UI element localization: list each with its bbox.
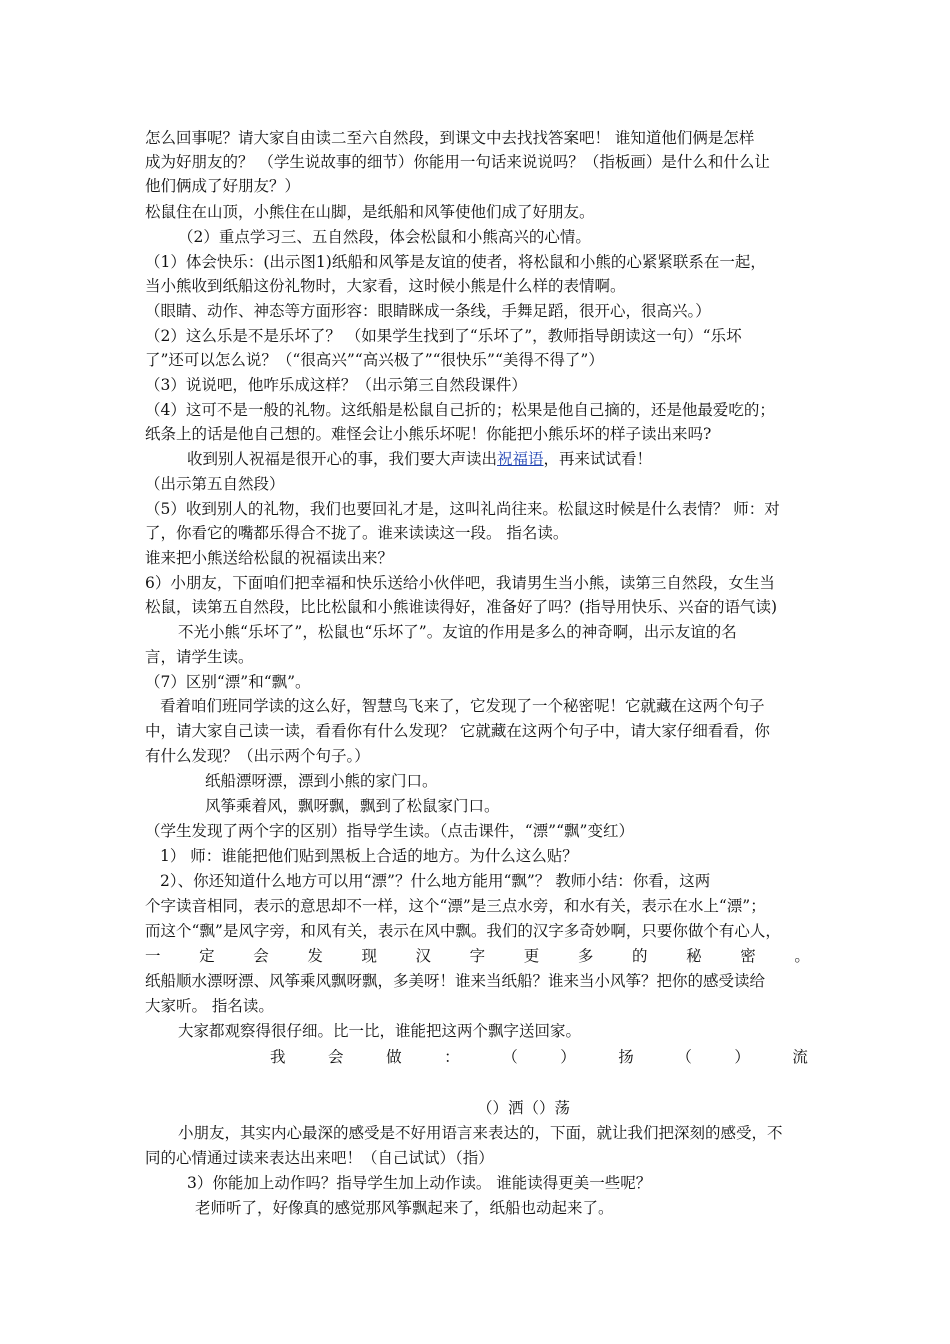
text-line: （出示第五自然段）: [145, 475, 285, 493]
text-line: 谁来把小熊送给松鼠的祝福读出来？: [145, 549, 394, 567]
text-line: 个字读音相同，表示的意思却不一样，这个“漂”是三点水旁，和水有关，表示在水上“漂”；: [145, 897, 766, 915]
text-line: 1） 师：谁能把他们贴到黑板上合适的地方。为什么这么贴？: [160, 847, 578, 865]
text-line: 松鼠住在山顶，小熊住在山脚，是纸船和风筝使他们成了好朋友。: [145, 203, 595, 221]
text-segment: ，再来试试看！: [543, 450, 653, 468]
text-line: 怎么回事呢？请大家自由读二至六自然段，到课文中去找找答案吧！ 谁知道他们俩是怎样: [145, 129, 755, 147]
spread-char: 秘: [686, 947, 702, 965]
text-line: 看着咱们班同学读的这么好，智慧鸟飞来了，它发现了一个秘密呢！它就藏在这两个句子: [160, 697, 765, 715]
spread-char: ：: [444, 1048, 460, 1066]
text-line: [187, 447, 852, 471]
text-line: 中，请大家自己读一读，看看你有什么发现？ 它就藏在这两个句子中，请大家仔细看看，你: [145, 722, 770, 740]
text-line: （学生发现了两个字的区别）指导学生读。（点击课件，“漂”“飘”变红）: [145, 822, 634, 840]
text-line: 他们俩成了好朋友？）: [145, 177, 301, 195]
spread-char: 发: [307, 947, 323, 965]
text-line: （4）这可不是一般的礼物。这纸船是松鼠自己折的；松果是他自己摘的，还是他最爱吃的；: [145, 401, 775, 419]
exercise-line: [270, 1045, 808, 1069]
spread-char: 更: [523, 947, 540, 965]
text-line: （1）体会快乐：(出示图1)纸船和风筝是友谊的使者，将松鼠和小熊的心紧紧联系在一起，: [145, 253, 766, 271]
spread-char: ）: [734, 1048, 750, 1066]
spread-char: 流: [792, 1048, 808, 1066]
text-line: 纸条上的话是他自己想的。难怪会让小熊乐坏呢！你能把小熊乐坏的样子读出来吗?: [145, 425, 712, 443]
text-line: （3）说说吧，他咋乐成这样？（出示第三自然段课件）: [145, 376, 527, 394]
text-line: 大家都观察得很仔细。比一比，谁能把这两个飘字送回家。: [178, 1022, 582, 1040]
text-line: 大家听。 指名读。: [145, 997, 274, 1015]
spread-char: 的: [631, 947, 648, 965]
text-line: 了，你看它的嘴都乐得合不拢了。谁来读读这一段。 指名读。: [145, 524, 569, 542]
text-line: 6）小朋友，下面咱们把幸福和快乐送给小伙伴吧，我请男生当小熊，读第三自然段，女生当: [145, 574, 775, 592]
spread-char: 。: [794, 947, 810, 965]
text-segment: 收到别人祝福是很开心的事，我们要大声读出: [187, 450, 498, 468]
text-line: 而这个“飘”是风字旁，和风有关，表示在风中飘。我们的汉字多奇妙啊，只要你做个有心人，: [145, 922, 781, 940]
spread-char: （: [502, 1048, 518, 1066]
text-line: 不光小熊“乐坏了”，松鼠也“乐坏了”。友谊的作用是多么的神奇啊，出示友谊的名: [178, 623, 737, 641]
blessing-link[interactable]: 祝福语: [497, 450, 544, 468]
text-line: 2）、你还知道什么地方可以用“漂”？什么地方能用“飘”？ 教师小结：你看，这两: [160, 872, 711, 890]
text-line: 风筝乘着风，飘呀飘，飘到了松鼠家门口。: [205, 797, 500, 815]
text-line: （7）区别“漂”和“飘”。: [145, 673, 311, 691]
text-line: （5）收到别人的礼物，我们也要回礼才是，这叫礼尚往来。松鼠这时候是什么表情？ 师：对: [145, 500, 780, 518]
spread-char: 做: [386, 1048, 402, 1066]
spread-char: 一: [145, 947, 161, 965]
text-line: 纸船漂呀漂，漂到小熊的家门口。: [205, 772, 438, 790]
text-line: （2）这么乐是不是乐坏了？ （如果学生找到了“乐坏了”，教师指导朗读这一句）“乐坏: [145, 327, 742, 345]
text-line: 小朋友，其实内心最深的感受是不好用语言来表达的，下面，就让我们把深刻的感受，不: [178, 1124, 783, 1142]
spread-char: （: [676, 1048, 692, 1066]
text-line: 言，请学生读。: [145, 648, 254, 666]
spread-char: 汉: [415, 947, 432, 965]
text-line: 纸船顺水漂呀漂、风筝乘风飘呀飘，多美呀！谁来当纸船？谁来当小风筝？把你的感受读给: [145, 972, 766, 990]
spread-char: 我: [270, 1048, 286, 1066]
spread-char: 定: [199, 947, 215, 965]
spread-char: 密: [740, 947, 756, 965]
spread-char: 多: [577, 947, 594, 965]
spread-char: 会: [253, 947, 269, 965]
text-line: 同的心情通过读来表达出来吧！（自己试试）（指）: [145, 1149, 494, 1167]
text-line: 老师听了，好像真的感觉那风筝飘起来了，纸船也动起来了。: [195, 1199, 614, 1217]
text-line: （2）重点学习三、五自然段，体会松鼠和小熊高兴的心情。: [178, 228, 591, 246]
spread-char: 会: [328, 1048, 344, 1066]
spread-char: ）: [560, 1048, 576, 1066]
spread-char: 现: [361, 947, 377, 965]
text-line: 成为好朋友的？ （学生说故事的细节）你能用一句话来说说吗？（指板画）是什么和什么让: [145, 153, 770, 171]
spread-char: 字: [469, 947, 486, 965]
text-line: （眼睛、动作、神态等方面形容：眼睛眯成一条线，手舞足蹈，很开心，很高兴。）: [145, 302, 711, 320]
text-line: 松鼠，读第五自然段，比比松鼠和小熊谁读得好，准备好了吗？(指导用快乐、兴奋的语气读): [145, 598, 778, 616]
text-line: 了”还可以怎么说？（“很高兴”“高兴极了”“很快乐”“美得不得了”）: [145, 351, 604, 369]
spread-text-line: [145, 944, 810, 968]
text-line: 当小熊收到纸船这份礼物时，大家看，这时候小熊是什么样的表情啊。: [145, 277, 626, 295]
exercise-line-2: （）洒（）荡: [477, 1099, 571, 1117]
spread-char: 扬: [618, 1048, 634, 1066]
text-line: 有什么发现？（出示两个句子。）: [145, 747, 370, 765]
text-line: 3）你能加上动作吗？指导学生加上动作读。 谁能读得更美一些呢？: [187, 1174, 652, 1192]
